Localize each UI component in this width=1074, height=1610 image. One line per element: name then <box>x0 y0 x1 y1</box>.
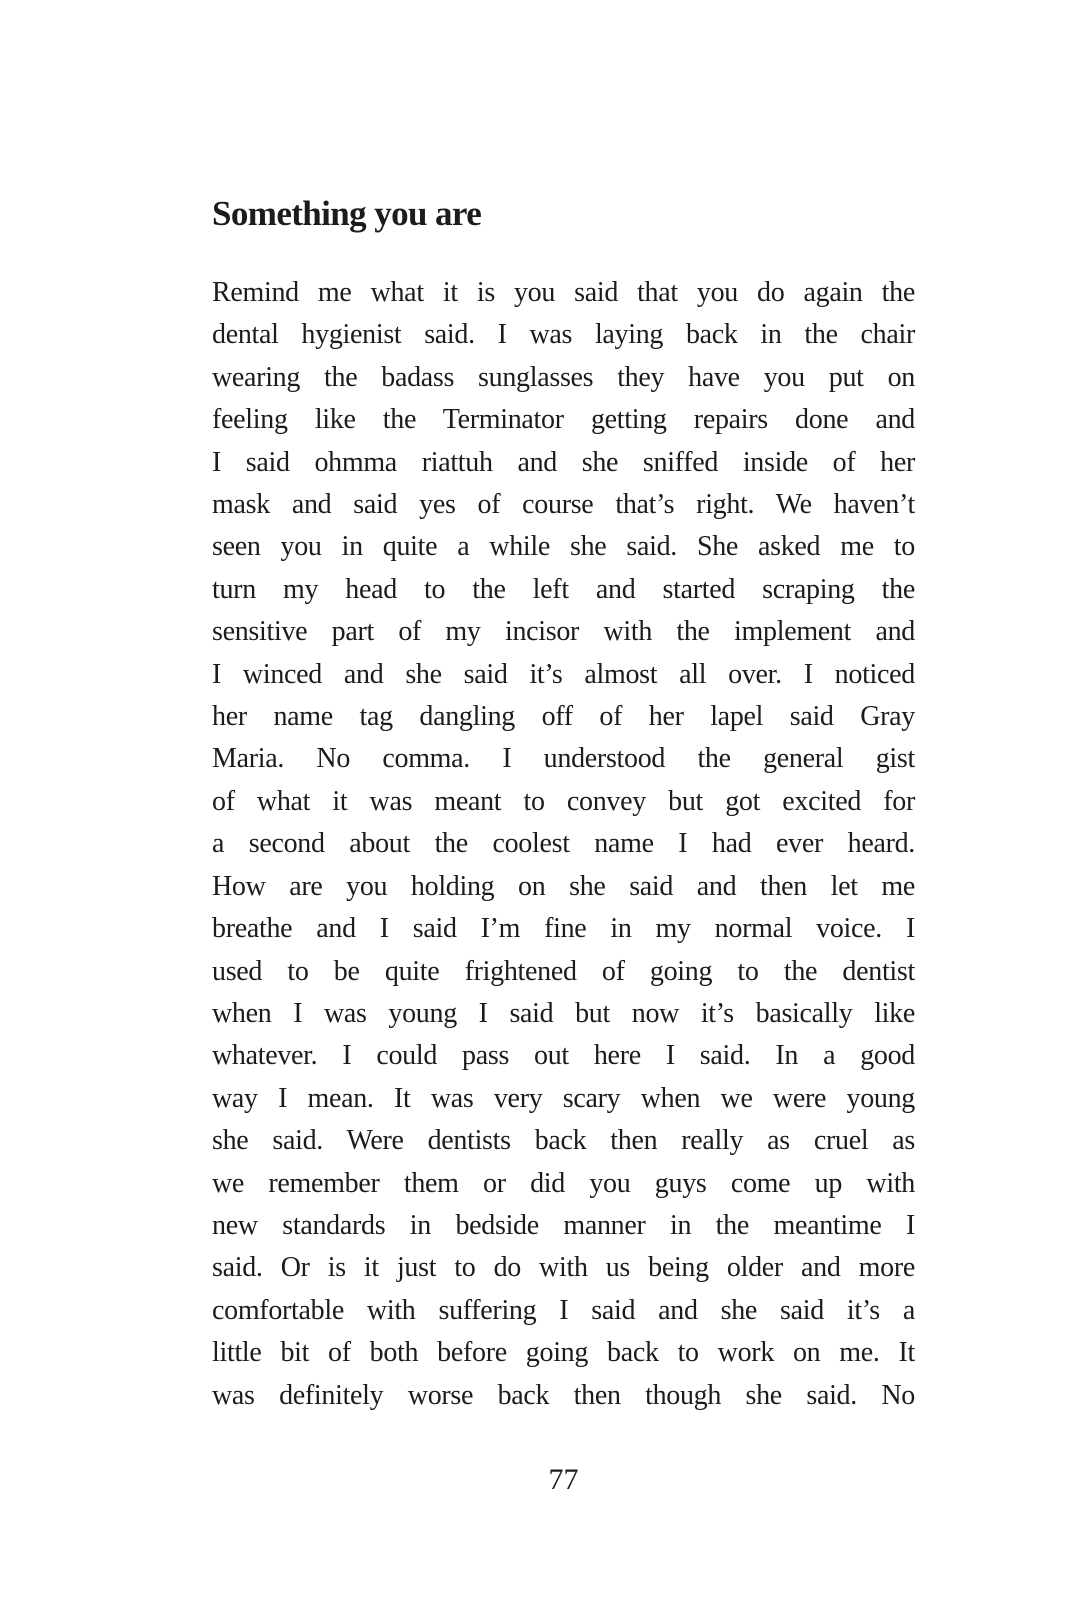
text-line: a second about the coolest name I had ever heard. <box>212 828 915 860</box>
section-title: Something you are <box>212 194 482 233</box>
text-line: sensitive part of my incisor with the implement and <box>212 616 915 648</box>
text-line: I winced and she said it’s almost all over. I noticed <box>212 658 915 690</box>
text-line: she said. Were dentists back then really as cruel as <box>212 1125 915 1157</box>
text-line: was definitely worse back then though she said. No <box>212 1379 915 1411</box>
text-line: when I was young I said but now it’s basically like <box>212 997 915 1029</box>
text-line: of what it was meant to convey but got excited for <box>212 785 915 817</box>
text-line: I said ohmma riattuh and she sniffed inside of her <box>212 446 915 478</box>
text-line: seen you in quite a while she said. She asked me to <box>212 531 915 563</box>
text-line: mask and said yes of course that’s right. We haven’t <box>212 489 915 521</box>
text-line: Remind me what it is you said that you do again the <box>212 277 915 308</box>
text-line: we remember them or did you guys come up with <box>212 1167 915 1199</box>
text-line: breathe and I said I’m fine in my normal voice. I <box>212 913 915 945</box>
text-line: dental hygienist said. I was laying back in the chair <box>212 319 915 351</box>
text-line: wearing the badass sunglasses they have you put on <box>212 361 915 393</box>
text-line: way I mean. It was very scary when we were young <box>212 1082 915 1114</box>
text-line: used to be quite frightened of going to the dentist <box>212 955 915 987</box>
text-line: How are you holding on she said and then let me <box>212 870 915 902</box>
text-line: whatever. I could pass out here I said. In a good <box>212 1040 915 1072</box>
text-line: little bit of both before going back to work on me. It <box>212 1337 915 1369</box>
text-line: said. Or is it just to do with us being older and more <box>212 1252 915 1284</box>
text-line: new standards in bedside manner in the meantime I <box>212 1209 915 1241</box>
text-line: Maria. No comma. I understood the general gist <box>212 743 915 775</box>
text-line: turn my head to the left and started scraping the <box>212 573 915 605</box>
paragraph <box>212 272 915 1417</box>
text-line: feeling like the Terminator getting repairs done and <box>212 404 915 436</box>
page-number: 77 <box>548 1463 579 1496</box>
text-line: comfortable with suffering I said and she said it’s a <box>212 1294 915 1326</box>
text-line: her name tag dangling off of her lapel said Gray <box>212 701 915 733</box>
